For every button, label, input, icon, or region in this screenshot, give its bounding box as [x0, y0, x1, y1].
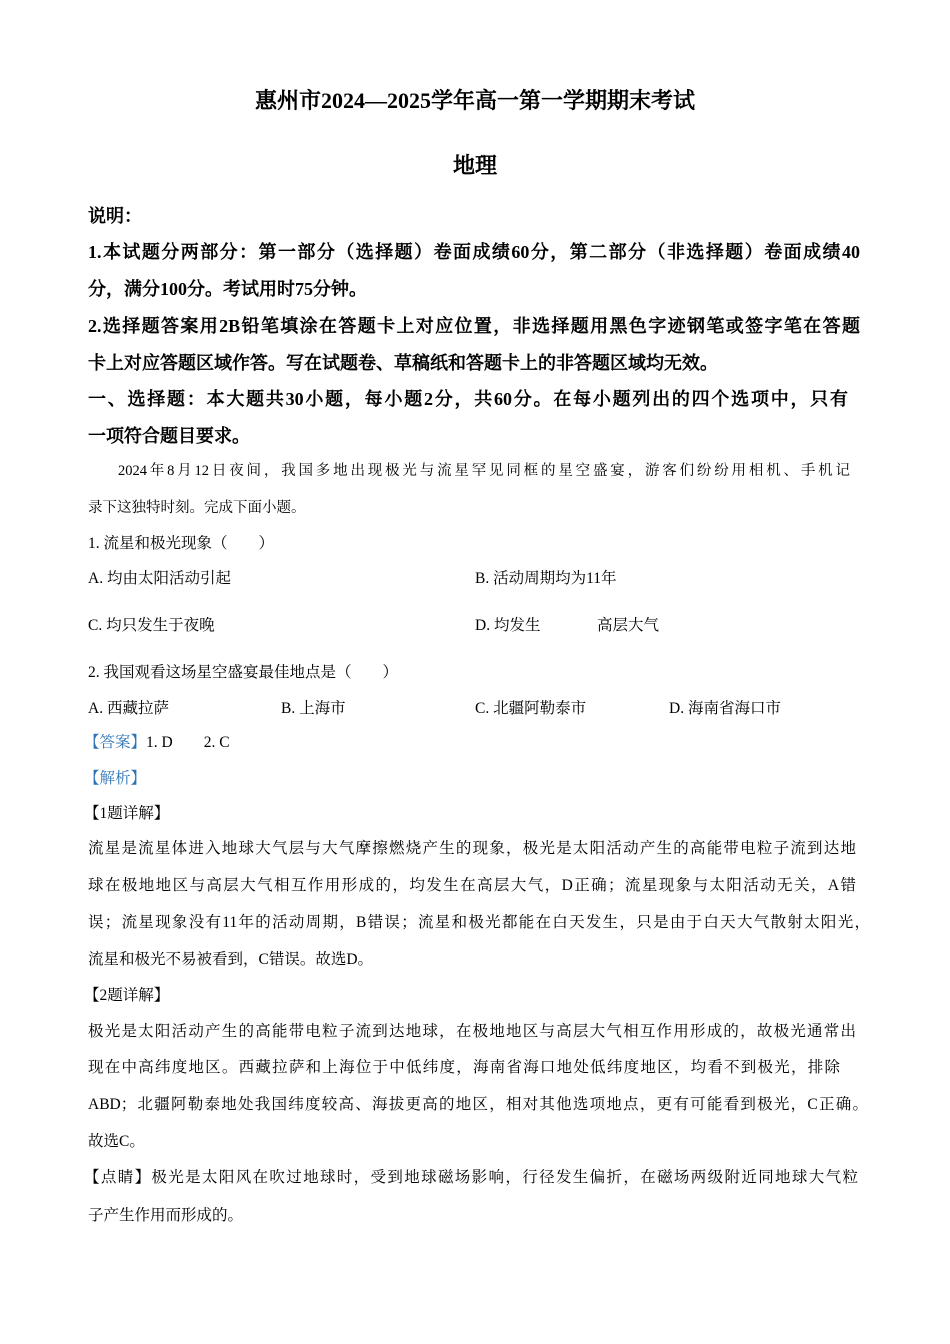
question-2-stem: 2. 我国观看这场星空盛宴最佳地点是（ ）	[88, 664, 399, 681]
answer-label: 【答案】	[84, 734, 147, 751]
q1-detail-line: 球在极地地区与高层大气相互作用形成的，均发生在高层大气，D正确；流星现象与太阳活动无关，A错	[88, 877, 856, 894]
passage-line: 录下这独特时刻。完成下面小题。	[88, 500, 306, 516]
instruction-line: 卡上对应答题区域作答。写在试题卷、草稿纸和答题卡上的非答题区域均无效。	[88, 353, 718, 373]
q2-detail-label: 【2题详解】	[84, 987, 170, 1004]
q2-detail-line: 现在中高纬度地区。西藏拉萨和上海位于中低纬度，海南省海口地处低纬度地区，均看不到极光，排除	[88, 1059, 840, 1076]
exam-title: 惠州市2024—2025学年高一第一学期期末考试	[254, 88, 695, 113]
q1-detail-label: 【1题详解】	[84, 805, 170, 822]
q1-detail-line: 流星是流星体进入地球大气层与大气摩擦燃烧产生的现象，极光是太阳活动产生的高能带电粒子流到达地	[88, 840, 856, 857]
q1-detail-line: 误；流星现象没有11年的活动周期，B错误；流星和极光都能在白天发生，只是由于白天大气散射太阳光，	[88, 914, 870, 931]
instructions-heading: 说明：	[88, 206, 142, 226]
tip-line: 子产生作用而形成的。	[88, 1207, 244, 1224]
answer-row	[84, 731, 856, 755]
tip-label: 【点睛】	[84, 1169, 152, 1186]
q2-option-c: C. 北疆阿勒泰市	[475, 700, 587, 717]
q1-option-d: D. 均发生	[475, 617, 541, 634]
question-1-stem: 1. 流星和极光现象（ ）	[88, 535, 275, 552]
subject-title: 地理	[452, 153, 497, 178]
q2-option-b: B. 上海市	[281, 700, 346, 717]
section-heading-line: 一项符合题目要求。	[88, 426, 250, 446]
instruction-line: 1.本试题分两部分：第一部分（选择题）卷面成绩60分，第二部分（非选择题）卷面成绩40	[88, 242, 860, 262]
passage-line: 2024年8月12日夜间，我国多地出现极光与流星罕见同框的星空盛宴，游客们纷纷用相机、手机记	[118, 463, 850, 479]
q1-option-c: C. 均只发生于夜晚	[88, 617, 215, 634]
instruction-line: 分，满分100分。考试用时75分钟。	[88, 279, 367, 299]
q2-detail-line: ABD；北疆阿勒泰地处我国纬度较高、海拔更高的地区，相对其他选项地点，更有可能看到极光，C正确。	[88, 1096, 868, 1113]
instruction-line: 2.选择题答案用2B铅笔填涂在答题卡上对应位置，非选择题用黑色字迹钢笔或签字笔在答题	[88, 316, 860, 336]
q1-option-b: B. 活动周期均为11年	[475, 570, 617, 587]
q1-option-d-continued: 高层大气	[597, 617, 660, 634]
q2-option-a: A. 西藏拉萨	[88, 700, 169, 717]
answer-values: 1. D 2. C	[146, 734, 230, 751]
tip-text: 极光是太阳风在吹过地球时，受到地球磁场影响，行径发生偏折，在磁场两级附近同地球大气粒	[151, 1169, 858, 1186]
q2-detail-line: 极光是太阳活动产生的高能带电粒子流到达地球，在极地地区与高层大气相互作用形成的，故极光通常出	[88, 1023, 856, 1040]
q2-option-d: D. 海南省海口市	[669, 700, 781, 717]
tip-line	[84, 1166, 858, 1190]
q2-detail-line: 故选C。	[88, 1133, 145, 1150]
section-heading-line: 一、选择题：本大题共30小题，每小题2分，共60分。在每小题列出的四个选项中，只有	[88, 389, 848, 409]
q1-detail-line: 流星和极光不易被看到，C错误。故选D。	[88, 951, 374, 968]
q1-option-a: A. 均由太阳活动引起	[88, 570, 231, 587]
analysis-label: 【解析】	[84, 770, 147, 787]
